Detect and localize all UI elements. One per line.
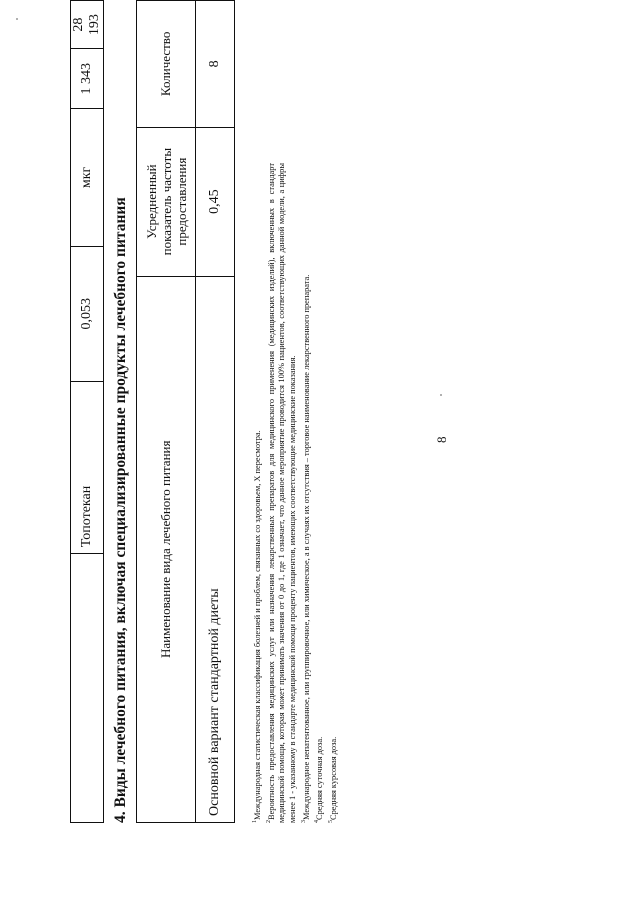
- footnote: $^4$Средняя суточная доза.: [314, 736, 325, 823]
- course-dose-cell: 28 193: [71, 1, 104, 49]
- daily-dose-cell: 1 343: [71, 49, 104, 109]
- quantity-cell: 8: [196, 1, 235, 128]
- header-cell: [137, 127, 196, 276]
- header-quantity: Количество: [157, 31, 173, 97]
- header-diet-name: Наименование вида лечебного питания: [157, 440, 173, 658]
- diet-name-cell: Основной вариант стандартной диеты: [196, 276, 235, 822]
- footnotes: [250, 163, 340, 823]
- footnote: $^2$Вероятность предоставления медицинских услуг или назначения лекарственных препаратов для медицинского применения (медицинских изделий), включенных в стандарт медицинской помощи, которая может принимать значения от 0 до 1, где 1 означает, что данное мероприятие проводится 100% пациентов, соответствующих данной модели, а цифры менее 1 - указанному в стандарте медицинской помощи проценту пациентов, имеющих соответствующие медицинские показания.: [265, 163, 297, 823]
- table-row: [196, 1, 235, 823]
- drug-name-cell: [71, 554, 104, 823]
- table-header-row: [137, 1, 196, 823]
- previous-table: [70, 0, 104, 823]
- header-frequency: Усредненный показатель частоты предоставления: [143, 147, 189, 256]
- header-cell: [137, 276, 196, 822]
- footnote: $^5$Средняя курсовая доза.: [327, 736, 338, 823]
- footnote: $^3$Международное непатентованное, или группировочное, или химическое, а в случаях их отсутствия – торговое наименование лекарственного препарата.: [300, 274, 311, 823]
- unit-cell: мкг: [71, 109, 104, 246]
- diet-table: [136, 0, 235, 823]
- table-row: [71, 1, 104, 823]
- header-cell: [137, 1, 196, 128]
- drug-name-cell: Топотекан: [71, 382, 104, 554]
- footnote: $^1$Международная статистическая классификация болезней и проблем, связанных со здоровьем, X пересмотра.: [252, 430, 262, 823]
- frequency-cell: 0,053: [71, 246, 104, 382]
- page-number: 8: [434, 436, 449, 443]
- frequency-cell: 0,45: [196, 127, 235, 276]
- section-title: 4. Виды лечебного питания, включая специализированные продукты лечебного питания: [112, 197, 129, 823]
